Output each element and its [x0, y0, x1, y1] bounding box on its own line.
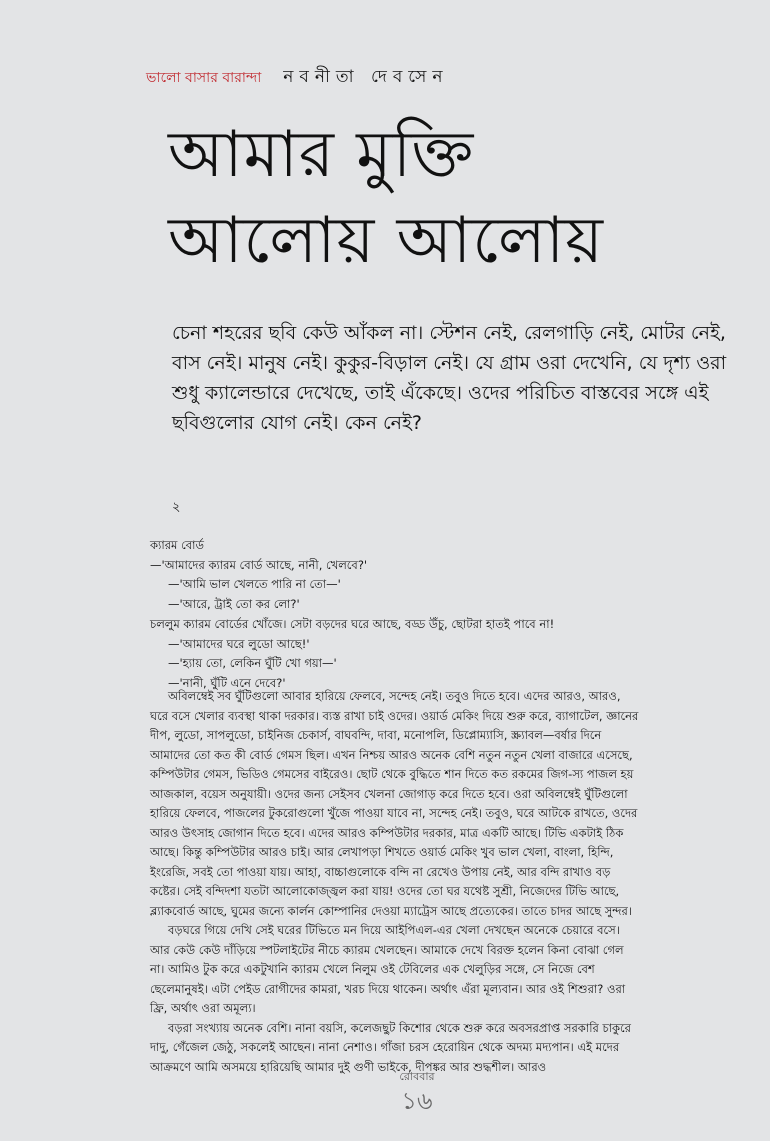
carrom-heading: ক্যারম বোর্ড: [150, 538, 204, 552]
dialogue-line: —'আরে, ট্রাই তো কর লো?': [168, 597, 300, 612]
page-number: ১৬: [401, 1087, 433, 1115]
standfirst: চেনা শহরের ছবি কেউ আঁকল না। স্টেশন নেই, রেলগাড়ি নেই, মোটর নেই, বাস নেই। মানুষ নেই। কুকুর-বিড়াল নেই। যে গ্রাম ওরা দেখেনি, যে দৃশ্য ওরা শুধু ক্যালেন্ডারে দেখেছে, তাই এঁকেছে। ওদের পরিচিত বাস্তবের সঙ্গে এই ছবিগুলোর যোগ নেই। কেন নেই?: [172, 322, 727, 434]
body-paragraph: বড়ঘরে গিয়ে দেখি সেই ঘরের টিভিতে মন দিয়ে আইপিএল-এর খেলা দেখছেন অনেকে চেয়ারে বসে। আর কেউ কেউ দাঁড়িয়ে স্পটলাইটের নীচে ক্যারম খেলছেন। আমাকে দেখে বিরক্ত হলেন কিনা বোঝা গেল না। আমিও টুক করে একটুখানি ক্যারম খেলে নিলুম ওই টেবিলের এক খেলুড়ির সঙ্গে, সে নিজে বেশ ছেলেমানুষই। এটা পেইড রোগীদের কামরা, খরচ দিয়ে থাকেন। অর্থাৎ এঁরা মূল্যবান। আর ওই শিশুরা? ওরা ফ্রি, অর্থাৎ ওরা অমূল্য।: [150, 923, 626, 1015]
column-name: ভালো বাসার বারান্দা: [146, 70, 262, 86]
body-paragraph: বড়রা সংখ্যায় অনেক বেশি। নানা বয়সি, কলেজছুট কিশোর থেকে শুরু করে অবসরপ্রাপ্ত সরকারি চাকুরে দাদু, গেঁজেল জেঠু, সকলেই আছেন। নানা নেশাও। গাঁজা চরস হেরোয়িন থেকে অদম্য মদ্যপান। এই মদের আক্রমণে আমি অসময়ে হারিয়েছি আমার দুই গুণী ভাইকে, দীপঙ্কর আর শুদ্ধশীল। আরও: [150, 1020, 631, 1074]
dialogue-line: —'আমি ভাল খেলতে পারি না তো—': [168, 577, 341, 592]
weekday-label: রোববার: [399, 1070, 435, 1083]
body-paragraph: অবিলম্বেই সব ঘুঁটিগুলো আবার হারিয়ে ফেলবে, সন্দেহ নেই। তবুও দিতে হবে। এদের আরও, আরও, ঘরে বসে খেলার ব্যবস্থা থাকা দরকার। ব্যস্ত রাখা চাই ওদের। ওয়ার্ড মেকিং দিয়ে শুরু করে, ব্যাগাটেল, জ্ঞানের দীপ, লুডো, সাপলুডো, চাইনিজ চেকার্স, বাঘবন্দি, দাবা, মনোপলি, ডিপ্লোম্যাসি, স্ক্র্যাবল—বর্ষার দিনে আমাদের তো কত কী বোর্ড গেমস ছিল। এখন নিশ্চয় আরও অনেক বেশি নতুন নতুন খেলা বাজারে এসেছে, কম্পিউটার গেমস, ভিডিও গেমসের বাইরেও। ছোট থেকে বুদ্ধিতে শান দিতে কত রকমের জিগ-স্য পাজল হয় আজকাল, বয়েস অনুযায়ী। ওদের জন্য সেইসব খেলনা জোগাড় করে দিতে হবে। ওরা অবিলম্বেই ঘুঁটিগুলো হারিয়ে ফেলবে, পাজলের টুকরোগুলো খুঁজে পাওয়া যাবে না, সন্দেহ নেই। তবুও, ঘরে আটকে রাখতে, ওদের আরও উৎসাহ জোগান দিতে হবে। এদের আরও কম্পিউটার দরকার, মাত্র একটি আছে। টিভি একটাই ঠিক আছে। কিন্তু কম্পিউটার আরও চাই। আর লেখাপড়া শিখতে ওয়ার্ড মেকিং খুব ভাল খেলা, বাংলা, হিন্দি, ইংরেজি, সবই তো পাওয়া যায়। আহা, বাচ্চাগুলোকে বন্দি না রেখেও উপায় নেই, আর বন্দি রাখাও বড় কষ্টের। সেই বন্দিদশা যতটা আলোকোজ্জ্বল করা যায়! ওদের তো ঘর যথেষ্ট সুশ্রী, নিজেদের টিভি আছে, ব্ল্যাকবোর্ড আছে, ঘুমের জন্যে কার্লন কোম্পানির দেওয়া ম্যাট্রেস আছে প্রত্যেকের। তাতে চাদর আছে সুন্দর।: [150, 689, 639, 918]
headline: [168, 112, 604, 284]
article-body: [150, 687, 640, 1077]
dialogue-line: —'আমাদের ঘরে লুডো আছে!': [168, 636, 310, 651]
kicker: [146, 64, 449, 92]
author-name: নবনীতা দেবসেন: [283, 67, 449, 87]
dialogue-line: —'হ্যায় তো, লেকিন ঘুঁটি খো গয়া—': [168, 656, 337, 671]
narration-line: চললুম ক্যারম বোর্ডের খোঁজে। সেটা বড়দের ঘরে আছে, বড্ড উঁচু, ছোটরা হাতই পাবে না!: [150, 616, 555, 631]
section-number: ২: [172, 500, 181, 515]
headline-line-2: আলোয় আলোয়: [168, 204, 604, 278]
carrom-dialogue: [150, 536, 670, 694]
headline-line-1: আমার মুক্তি: [168, 118, 475, 192]
page-footer: [372, 1068, 462, 1115]
dialogue-line: —'নানী, ঘুঁটি এনে দেবে?': [168, 675, 286, 690]
dialogue-line: —'আমাদের ক্যারম বোর্ড আছে, নানী, খেলবে?': [150, 557, 368, 572]
